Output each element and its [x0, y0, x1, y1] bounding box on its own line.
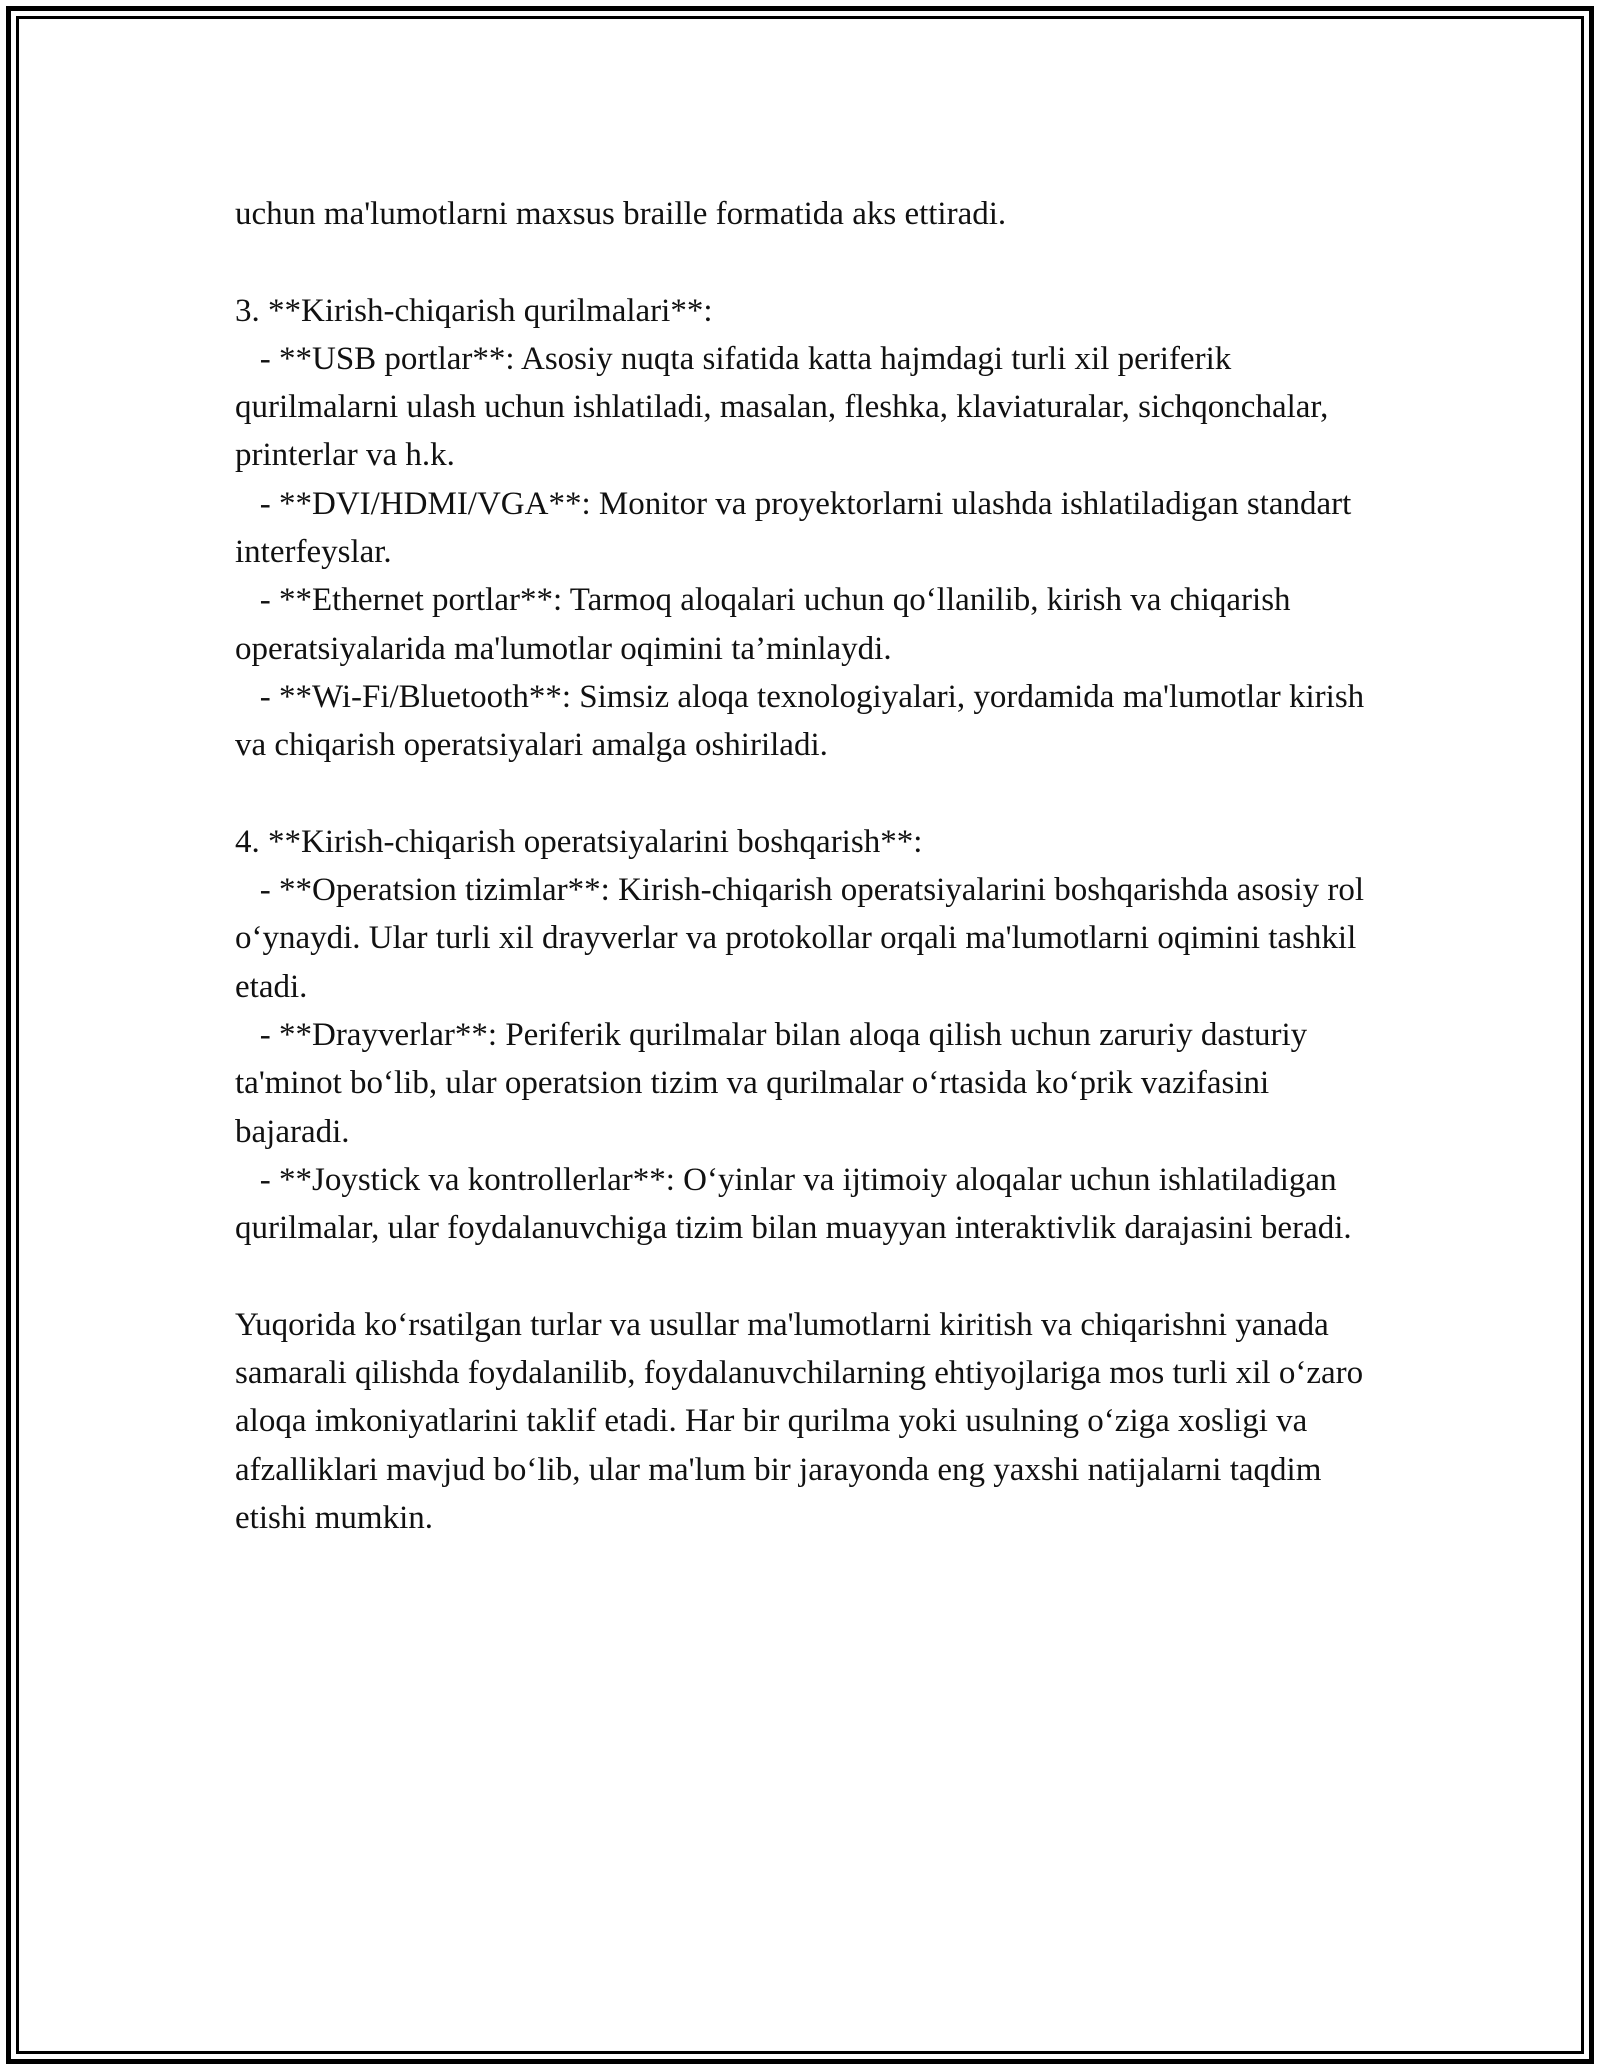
list-item-ethernet-portlar: - **Ethernet portlar**: Tarmoq aloqalari uchun qo‘llanilib, kirish va chiqarish operatsiyalarida ma'lumotlar oqimini ta’minlaydi. — [235, 582, 1299, 667]
list-item-drayverlar: - **Drayverlar**: Periferik qurilmalar bilan aloqa qilish uchun zaruriy dasturiy ta'minot bo‘lib, ular operatsion tizim va qurilmalar o‘rtasida ko‘prik vazifasini bajaradi. — [235, 1017, 1316, 1150]
paragraph-spacer — [235, 770, 1385, 818]
section-4-heading: 4. **Kirish-chiqarish operatsiyalarini boshqarish**: — [235, 823, 923, 860]
paragraph-braille-continuation: uchun ma'lumotlarni maxsus braille formatida aks ettiradi. — [235, 196, 1007, 232]
list-item-usb-portlar: - **USB portlar**: Asosiy nuqta sifatida katta hajmdagi turli xil periferik qurilmalarni ulash uchun ishlatiladi, masalan, fleshka, klaviaturalar, sichqonchalar, printerlar va h.k. — [235, 340, 1337, 474]
list-item-operatsion-tizimlar: - **Operatsion tizimlar**: Kirish-chiqarish operatsiyalarini boshqarishda asosiy rol o‘ynaydi. Ular turli xil drayverlar va protokollar orqali ma'lumotlarni oqimini tashkil etadi. — [235, 872, 1373, 1005]
section-3-heading: 3. **Kirish-chiqarish qurilmalari**: — [235, 292, 713, 329]
document-body — [235, 190, 1385, 1542]
conclusion-paragraph: Yuqorida ko‘rsatilgan turlar va usullar ma'lumotlarni kiritish va chiqarishni yanada samarali qilishda foydalanilib, foydalanuvchilarning ehtiyojlariga mos turli xil o‘zaro aloqa imkoniyatlarini taklif etadi. Har bir qurilma yoki usulning o‘ziga xosligi va afzalliklari mavjud bo‘lib, ular ma'lum bir jarayonda eng yaxshi natijalarni taqdim etishi mumkin. — [235, 1306, 1372, 1537]
paragraph-spacer — [235, 1253, 1385, 1301]
paragraph-spacer — [235, 238, 1385, 286]
list-item-wifi-bluetooth: - **Wi-Fi/Bluetooth**: Simsiz aloqa texnologiyalari, yordamida ma'lumotlar kirish va chiqarish operatsiyalari amalga oshiriladi. — [235, 678, 1373, 764]
list-item-joystick-kontrollerlar: - **Joystick va kontrollerlar**: O‘yinlar va ijtimoiy aloqalar uchun ishlatiladigan qurilmalar, ular foydalanuvchiga tizim bilan muayyan interaktivlik darajasini beradi. — [235, 1161, 1352, 1247]
list-item-dvi-hdmi-vga: - **DVI/HDMI/VGA**: Monitor va proyektorlarni ulashda ishlatiladigan standart interfeyslar. — [235, 485, 1360, 571]
